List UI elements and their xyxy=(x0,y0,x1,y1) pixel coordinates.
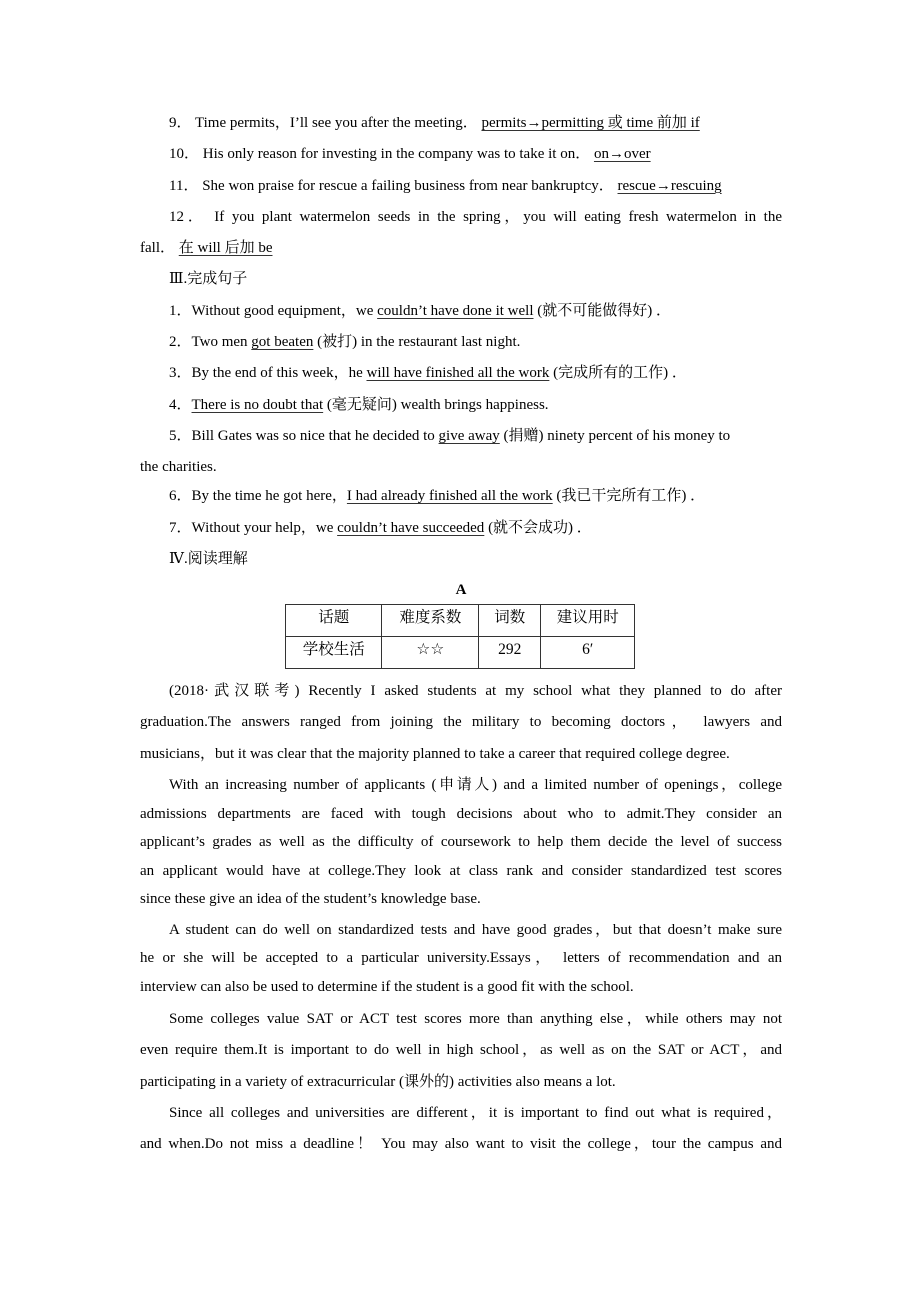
table-cell: 292 xyxy=(479,637,541,669)
section-complete-sentences xyxy=(140,267,782,546)
item-text: Without good equipment，we xyxy=(191,302,378,319)
paragraph-line: he or she will be accepted to a particular university.Essays， letters of recommendation and an xyxy=(140,950,782,967)
paragraph-line: and when.Do not miss a deadline！ You may also want to visit the college，tour the campus and xyxy=(140,1136,782,1153)
paragraph-line: Since all colleges and universities are different，it is important to find out what is required， xyxy=(169,1104,782,1121)
correction-exercises xyxy=(140,111,782,267)
item-number: 3． xyxy=(169,365,192,382)
item-number: 2． xyxy=(169,334,192,351)
passage-paragraph xyxy=(140,679,782,773)
item-answer: couldn’t have succeeded xyxy=(337,519,485,536)
table-cell: 6′ xyxy=(541,637,635,669)
item-answer: permits→permitting 或 time 前加 if xyxy=(481,115,700,131)
item-number: 1． xyxy=(169,302,192,319)
passage-paragraph xyxy=(140,1007,782,1101)
item-number: 12 xyxy=(169,208,184,225)
table-header-row xyxy=(286,605,635,637)
item-sentence: fall． xyxy=(140,240,175,257)
item-text: (就不会成功) ． xyxy=(484,519,592,536)
passage-paragraph xyxy=(140,773,782,916)
item-text: (我已干完所有工作) ． xyxy=(552,488,706,505)
item-text: Two men xyxy=(191,334,252,351)
table-row xyxy=(286,637,635,669)
table-cell: ☆☆ xyxy=(382,637,479,669)
item-text: Without your help，we xyxy=(191,519,338,536)
header-cell: 建议用时 xyxy=(541,605,635,637)
item-number: 4． xyxy=(169,396,192,413)
item-text: By the time he got here， xyxy=(191,488,347,505)
paragraph-line: an applicant would have at college.They look at class rank and consider standardized test scores xyxy=(140,862,782,879)
paragraph-line: applicant’s grades as well as the difficulty of coursework to help them decide the level of success xyxy=(140,834,782,851)
item-answer: I had already finished all the work xyxy=(346,488,553,505)
item-sentence: If you plant watermelon seeds in the spring，you will eating fresh watermelon in the xyxy=(214,208,782,225)
paragraph-line: graduation.The answers ranged from joining the military to becoming doctors， lawyers and xyxy=(140,714,782,731)
paragraph-line: (2018·武汉联考) Recently I asked students at my school what they planned to do after xyxy=(169,683,782,700)
section-reading-comprehension xyxy=(140,547,782,1164)
item-answer: will have finished all the work xyxy=(366,365,550,382)
item-sentence: Time permits，I’ll see you after the meeting． xyxy=(195,115,478,131)
sentence-item xyxy=(140,361,782,392)
item-text: (完成所有的工作) ． xyxy=(549,365,687,382)
item-answer: give away xyxy=(438,427,500,444)
sentence-item xyxy=(140,424,782,455)
sentence-item-continuation: the charities. xyxy=(140,459,217,476)
passage-paragraph xyxy=(140,1101,782,1164)
exercise-item: 12． If you plant watermelon seeds in the spring，you will eating fresh watermelon in the xyxy=(169,208,782,225)
header-cell: 词数 xyxy=(479,605,541,637)
paragraph-line: interview can also be used to determine if the student is a good fit with the school. xyxy=(140,978,634,995)
item-sentence: She won praise for rescue a failing business from near bankruptcy． xyxy=(202,177,614,194)
passage-paragraph xyxy=(140,918,782,1004)
table-cell: 学校生活 xyxy=(286,637,382,669)
item-answer: There is no doubt that xyxy=(191,396,324,413)
item-answer: couldn’t have done it well xyxy=(377,302,534,319)
paragraph-line: since these give an idea of the student’s knowledge base. xyxy=(140,891,481,908)
exercise-item: 10． His only reason for investing in the company was to take it on． on→over xyxy=(169,146,651,163)
passage-info-table xyxy=(285,604,635,669)
paragraph-line: With an increasing number of applicants (申请人) and a limited number of openings，college xyxy=(169,777,782,794)
passage-label: A xyxy=(455,582,467,599)
item-number: 9 xyxy=(169,115,177,131)
item-text: (捐赠) ninety percent of his money to xyxy=(499,427,731,444)
exercise-item: 9． Time permits，I’ll see you after the meeting． permits→permitting 或 time 前加 if xyxy=(169,115,700,131)
header-cell: 难度系数 xyxy=(382,605,479,637)
exercise-item: 11． She won praise for rescue a failing business from near bankruptcy． rescue→rescuing xyxy=(169,177,722,194)
paragraph-line: admissions departments are faced with tough decisions about who to admit.They consider an xyxy=(140,805,782,822)
sentence-item xyxy=(140,299,782,330)
item-number: 10 xyxy=(169,146,184,163)
item-number: 7． xyxy=(169,519,192,536)
header-cell: 话题 xyxy=(286,605,382,637)
item-text: (毫无疑问) wealth brings happiness. xyxy=(323,396,549,413)
sentence-item xyxy=(140,484,782,515)
section-heading: Ⅳ.阅读理解 xyxy=(169,550,248,567)
item-number: 11 xyxy=(169,177,184,194)
item-text: (被打) in the restaurant last night. xyxy=(313,334,521,351)
sentence-item xyxy=(140,516,782,547)
sentence-item xyxy=(140,330,782,361)
item-answer: got beaten xyxy=(251,334,314,351)
paragraph-line: musicians，but it was clear that the majority planned to take a career that required college degree. xyxy=(140,745,730,762)
item-answer: 在 will 后加 be xyxy=(178,240,273,257)
paragraph-line: A student can do well on standardized tests and have good grades，but that doesn’t make sure xyxy=(169,921,782,938)
item-number: 6． xyxy=(169,488,192,505)
document-page xyxy=(140,111,782,1164)
item-text: Bill Gates was so nice that he decided to xyxy=(191,427,439,444)
paragraph-line: participating in a variety of extracurricular (课外的) activities also means a lot. xyxy=(140,1073,616,1090)
item-sentence: His only reason for investing in the company was to take it on． xyxy=(202,146,591,163)
item-answer: rescue→rescuing xyxy=(617,177,722,194)
paragraph-line: Some colleges value SAT or ACT test scores more than anything else，while others may not xyxy=(169,1011,782,1028)
exercise-item-continuation xyxy=(140,236,782,267)
item-text: (就不可能做得好) ． xyxy=(533,302,671,319)
item-number: 5． xyxy=(169,427,192,444)
item-text: By the end of this week，he xyxy=(191,365,367,382)
sentence-item xyxy=(140,393,782,424)
item-answer: on→over xyxy=(593,146,651,163)
paragraph-line: even require them.It is important to do well in high school，as well as on the SAT or ACT，and xyxy=(140,1042,782,1059)
section-heading: Ⅲ.完成句子 xyxy=(169,271,248,288)
reading-passage xyxy=(140,679,782,1163)
